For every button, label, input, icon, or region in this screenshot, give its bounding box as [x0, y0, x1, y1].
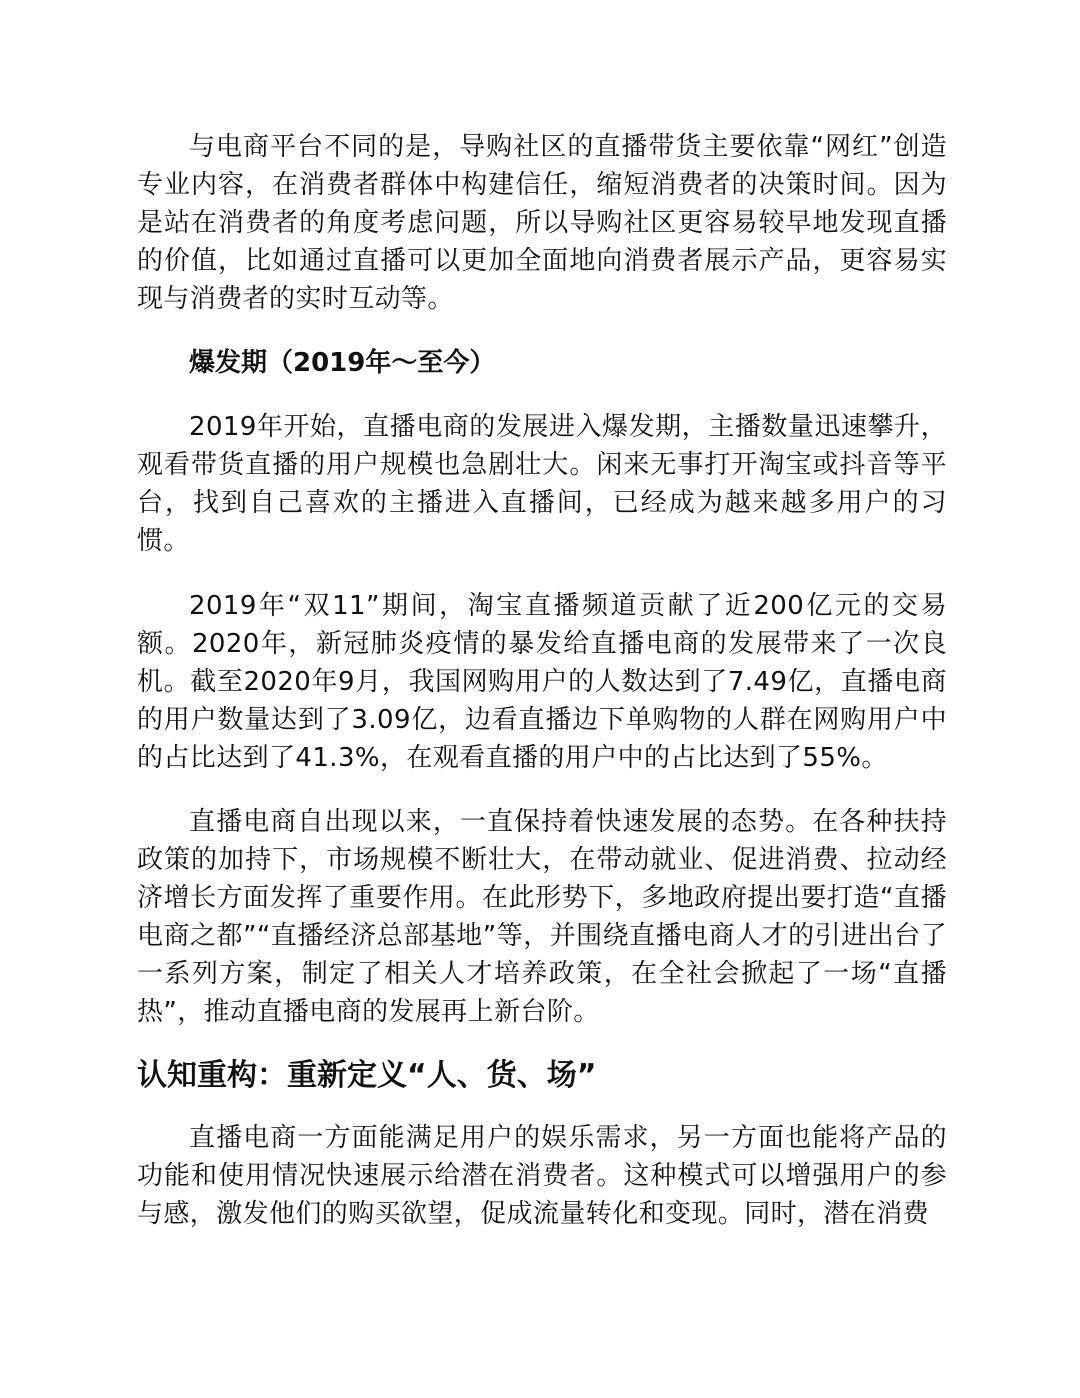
- paragraph-guide-community: 与电商平台不同的是，导购社区的直播带货主要依靠“网红”创造专业内容，在消费者群体中构建信任，缩短消费者的决策时间。因为是站在消费者的角度考虑问题，所以导购社区更容易较早地发现直播的价值，比如通过直播可以更加全面地向消费者展示产品，更容易实现与消费者的实时互动等。: [137, 132, 947, 314]
- paragraph-policy-support: 直播电商自出现以来，一直保持着快速发展的态势。在各种扶持政策的加持下，市场规模不断壮大，在带动就业、促进消费、拉动经济增长方面发挥了重要作用。在此形势下，多地政府提出要打造“直播电商之都”“直播经济总部基地”等，并围绕直播电商人才的引进出台了一系列方案，制定了相关人才培养政策，在全社会掀起了一场“直播热”，推动直播电商的发展再上新台阶。: [137, 807, 947, 1027]
- subheading-explosion-period: 爆发期（2019年～至今）: [189, 348, 496, 378]
- paragraph-2019-start: 2019年开始，直播电商的发展进入爆发期，主播数量迅速攀升，观看带货直播的用户规模也急剧壮大。闲来无事打开淘宝或抖音等平台，找到自己喜欢的主播进入直播间，已经成为越来越多用户的习惯。: [137, 412, 947, 556]
- section-heading-cognitive-reconstruction: 认知重构：重新定义“人、货、场”: [137, 1058, 597, 1093]
- paragraph-entertainment-needs: 直播电商一方面能满足用户的娱乐需求，另一方面也能将产品的功能和使用情况快速展示给潜在消费者。这种模式可以增强用户的参与感，激发他们的购买欲望，促成流量转化和变现。同时，潜在消费: [137, 1123, 947, 1229]
- paragraph-double-11-statistics: 2019年“双11”期间，淘宝直播频道贡献了近200亿元的交易额。2020年，新冠肺炎疫情的暴发给直播电商的发展带来了一次良机。截至2020年9月，我国网购用户的人数达到了7.49亿，直播电商的用户数量达到了3.09亿，边看直播边下单购物的人群在网购用户中的占比达到了41.3%，在观看直播的用户中的占比达到了55%。: [137, 591, 947, 773]
